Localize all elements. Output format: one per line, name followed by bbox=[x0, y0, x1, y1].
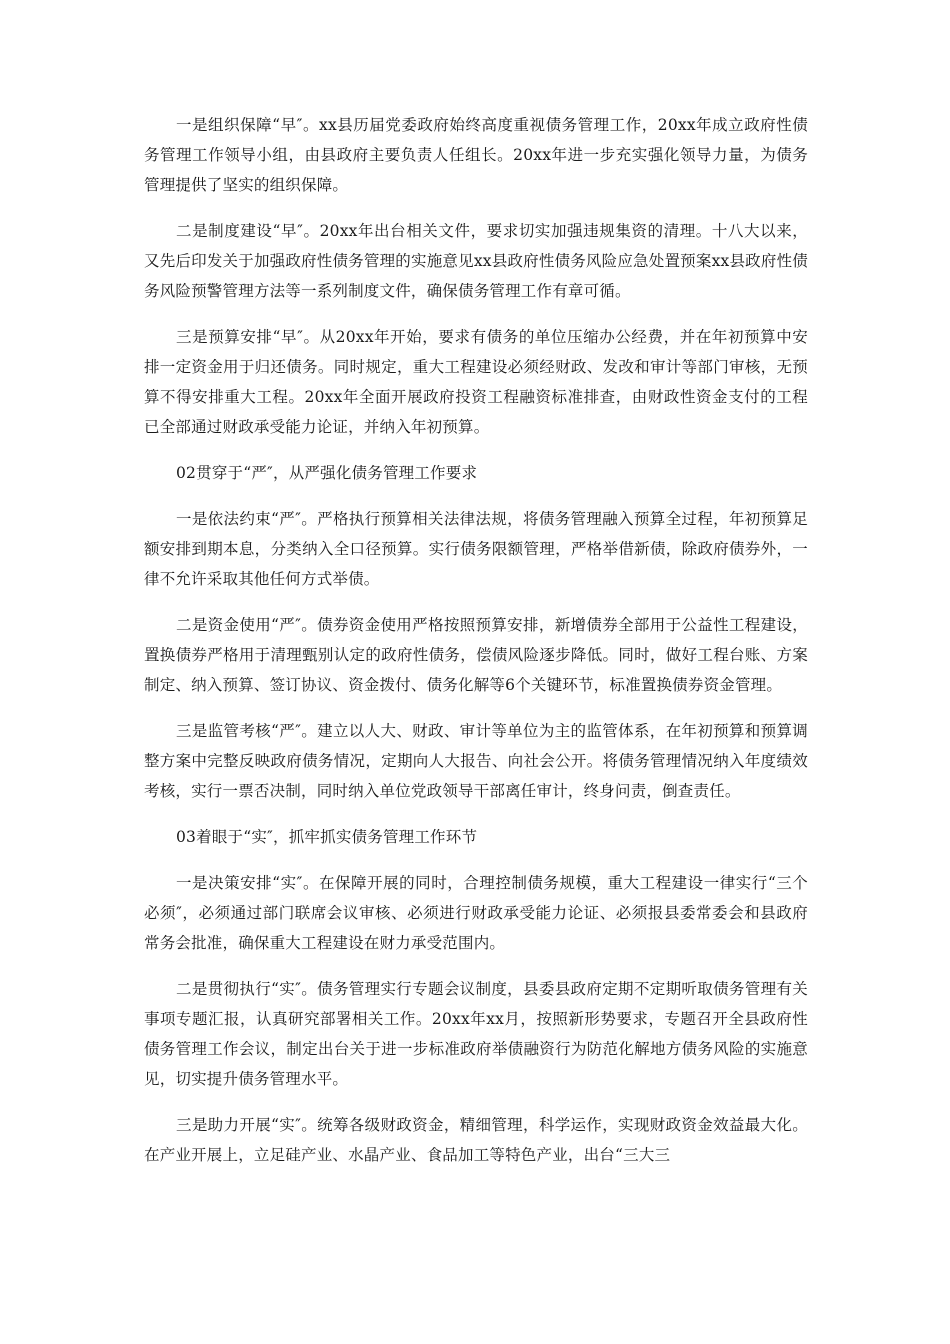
paragraph-system-early: 二是制度建设“早″。20xx年出台相关文件，要求切实加强违规集资的清理。十八大以来，又先后印发关于加强政府性债务管理的实施意见xx县政府性债务风险应急处置预案xx县政府性债务风险预警管理方法等一系列制度文件，确保债务管理工作有章可循。 bbox=[144, 222, 808, 300]
section-heading-03: 03着眼于“实″，抓牢抓实债务管理工作环节 bbox=[176, 828, 478, 846]
paragraph-organization-early: 一是组织保障“早″。xx县历届党委政府始终高度重视债务管理工作，20xx年成立政府性债务管理工作领导小组，由县政府主要负责人任组长。20xx年进一步充实强化领导力量，为债务管理提供了坚实的组织保障。 bbox=[144, 116, 808, 194]
paragraph-budget-early: 三是预算安排“早″。从20xx年开始，要求有债务的单位压缩办公经费，并在年初预算中安排一定资金用于归还债务。同时规定，重大工程建设必须经财政、发改和审计等部门审核，无预算不得安排重大工程。20xx年全面开展政府投资工程融资标准排查，由财政性资金支付的工程已全部通过财政承受能力论证，并纳入年初预算。 bbox=[144, 328, 808, 436]
paragraph-funds-strict: 二是资金使用“严″。债券资金使用严格按照预算安排，新增债券全部用于公益性工程建设，置换债券严格用于清理甄别认定的政府性债务，偿债风险逐步降低。同时，做好工程台账、方案制定、纳入预算、签订协议、资金拨付、债务化解等6个关键环节，标准置换债券资金管理。 bbox=[144, 616, 808, 694]
paragraph-supervision-strict: 三是监管考核“严″。建立以人大、财政、审计等单位为主的监管体系，在年初预算和预算调整方案中完整反映政府债务情况，定期向人大报告、向社会公开。将债务管理情况纳入年度绩效考核，实行一票否决制，同时纳入单位党政领导干部离任审计，终身问责，倒查责任。 bbox=[144, 722, 808, 800]
section-heading-02: 02贯穿于“严″，从严强化债务管理工作要求 bbox=[176, 464, 478, 482]
document-page bbox=[144, 110, 808, 1186]
paragraph-development-solid: 三是助力开展“实″。统筹各级财政资金，精细管理，科学运作，实现财政资金效益最大化。在产业开展上，立足硅产业、水晶产业、食品加工等特色产业，出台“三大三 bbox=[144, 1116, 808, 1164]
paragraph-decision-solid: 一是决策安排“实″。在保障开展的同时，合理控制债务规模，重大工程建设一律实行“三个必须″，必须通过部门联席会议审核、必须进行财政承受能力论证、必须报县委常委会和县政府常务会批准，确保重大工程建设在财力承受范围内。 bbox=[144, 874, 808, 952]
paragraph-implementation-solid: 二是贯彻执行“实″。债务管理实行专题会议制度，县委县政府定期不定期听取债务管理有关事项专题汇报，认真研究部署相关工作。20xx年xx月，按照新形势要求，专题召开全县政府性债务管理工作会议，制定出台关于进一步标准政府举债融资行为防范化解地方债务风险的实施意见，切实提升债务管理水平。 bbox=[144, 980, 808, 1088]
paragraph-law-strict: 一是依法约束“严″。严格执行预算相关法律法规，将债务管理融入预算全过程，年初预算足额安排到期本息，分类纳入全口径预算。实行债务限额管理，严格举借新债，除政府债券外，一律不允许采取其他任何方式举债。 bbox=[144, 510, 808, 588]
